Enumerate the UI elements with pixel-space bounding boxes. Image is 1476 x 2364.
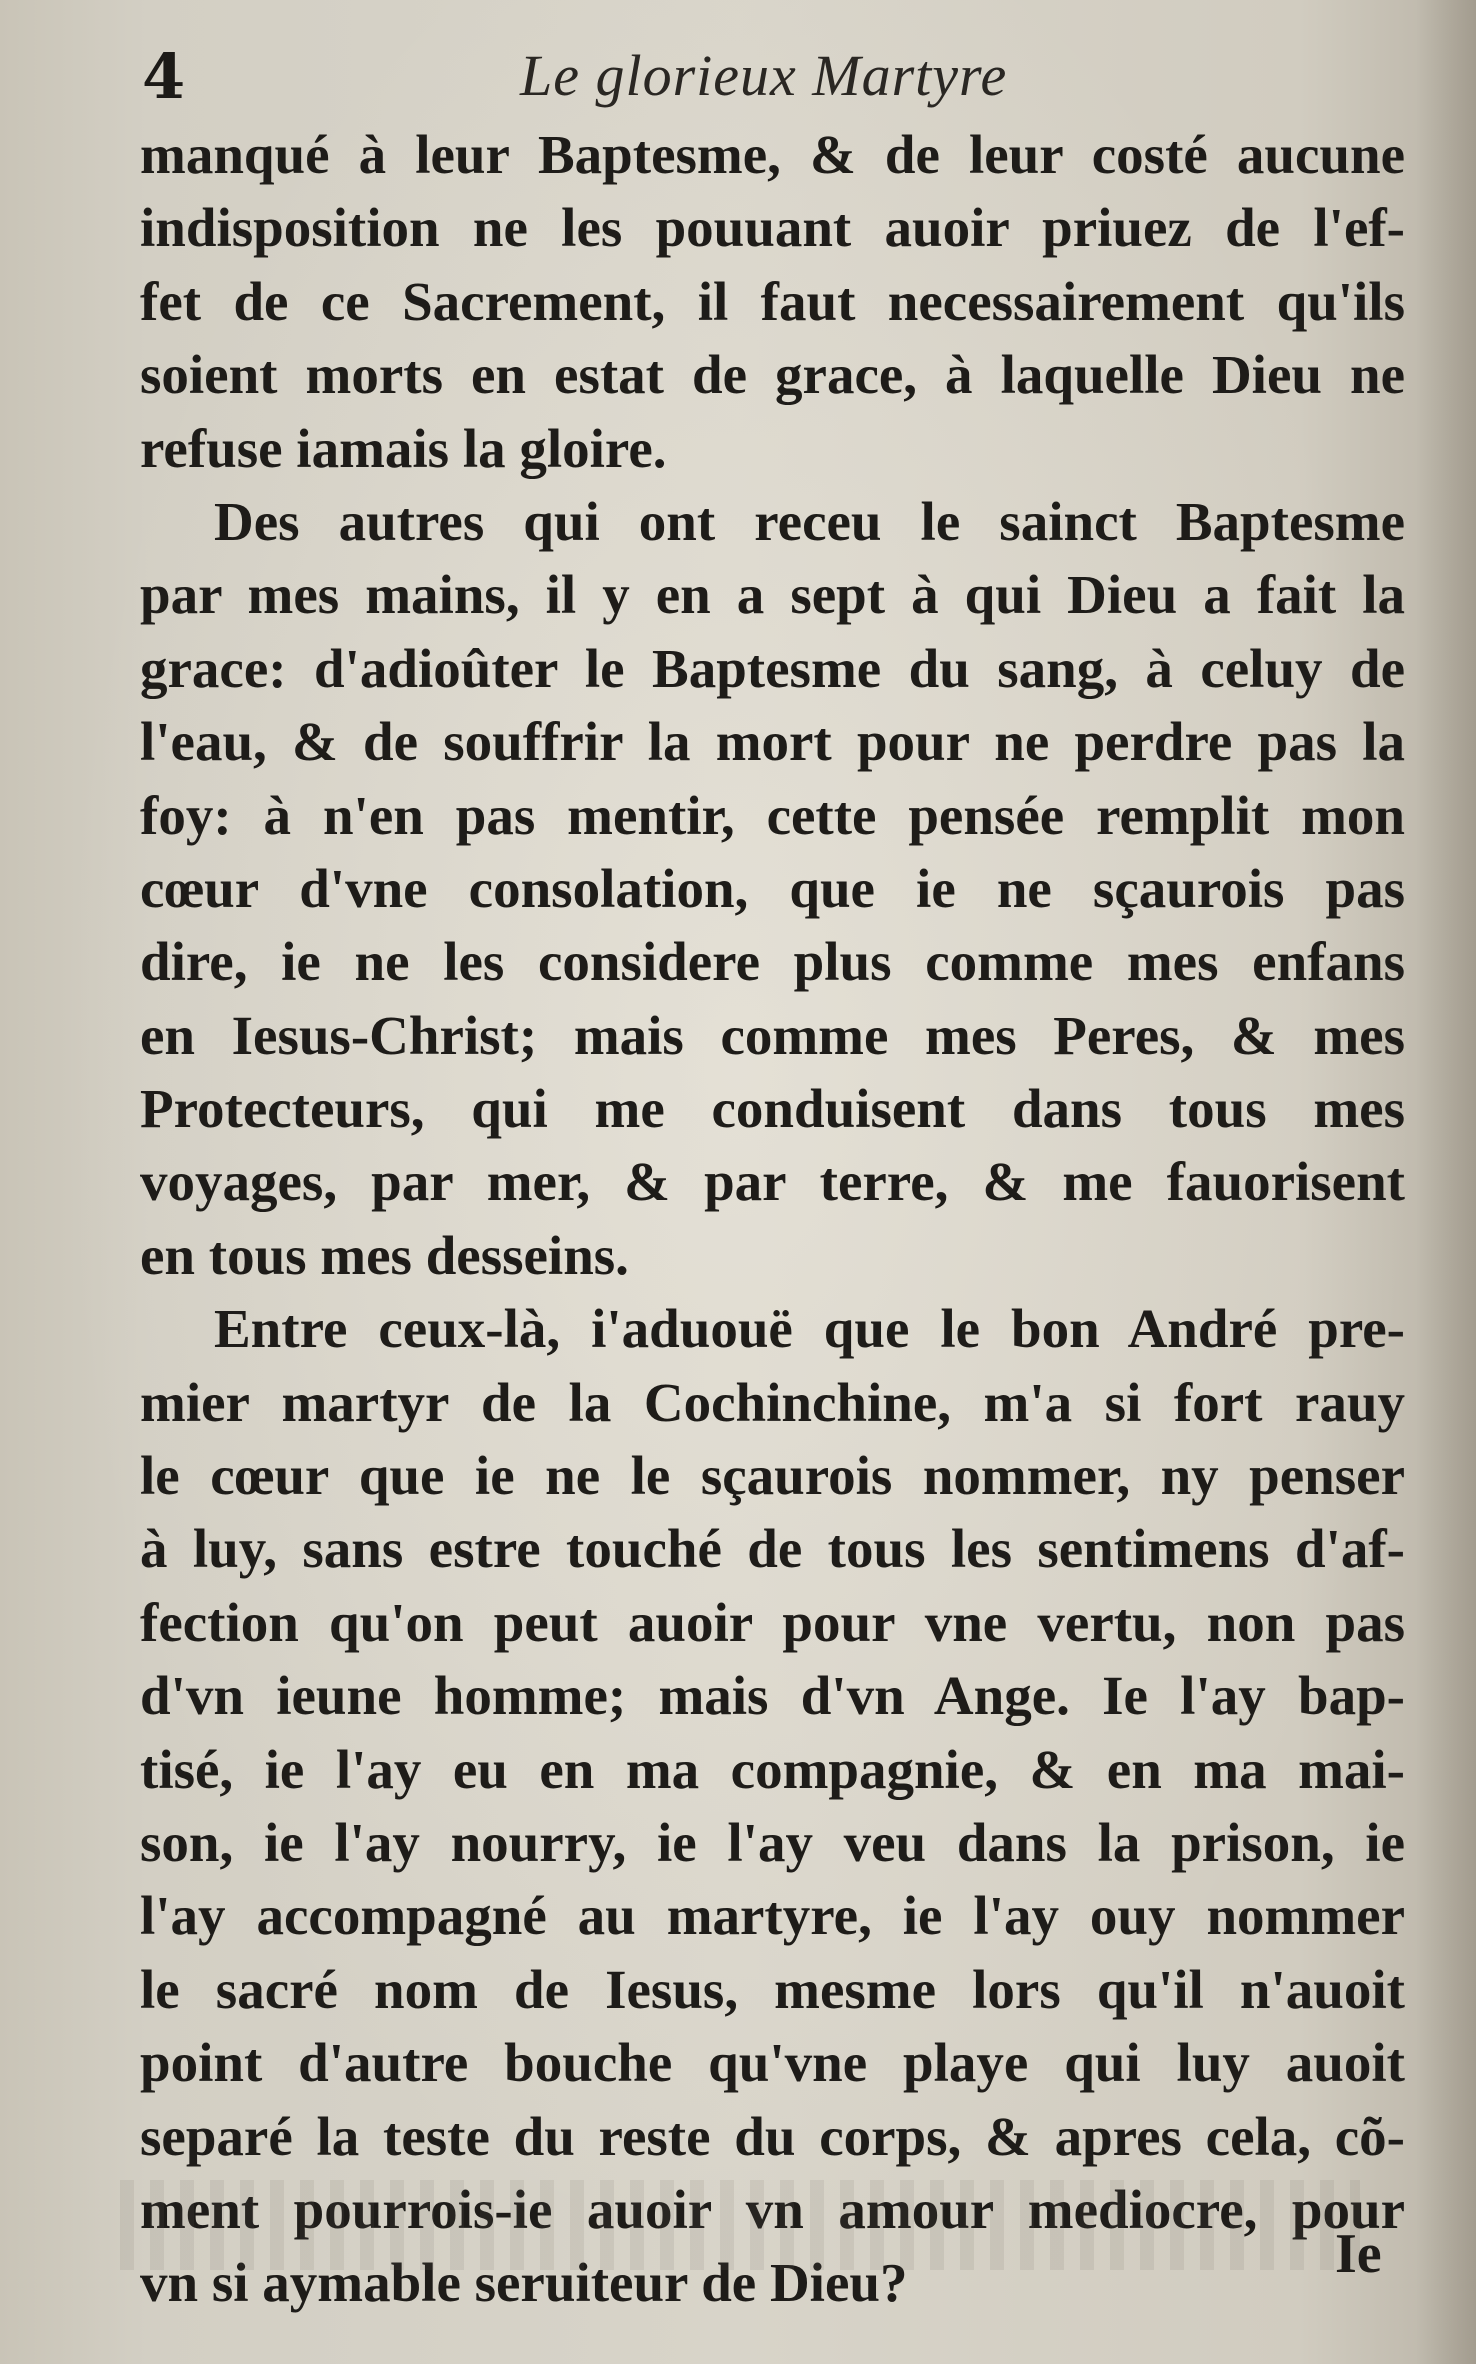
text-line: voyages, par mer, & par terre, & me fauorisent [140,1151,1405,1213]
show-through-texture [120,2180,1360,2270]
text-line: indisposition ne les pouuant auoir priuez de l'ef- [140,197,1405,259]
paragraph-start-line: Entre ceux-là, i'aduouë que le bon André pre- [214,1298,1405,1360]
text-line: le sacré nom de Iesus, mesme lors qu'il n'auoit [140,1958,1405,2020]
text-line: refuse iamais la gloire. [140,417,667,479]
body-text [140,118,1405,2320]
paragraph-start-line: Des autres qui ont receu le sainct Baptesme [214,490,1405,552]
text-line: point d'autre bouche qu'vne playe qui luy auoit [140,2032,1405,2094]
text-line: soient morts en estat de grace, à laquelle Dieu ne [140,344,1405,406]
page-header [140,36,1400,126]
page-number: 4 [142,40,186,113]
running-title: Le glorieux Martyre [520,43,1008,108]
text-line: cœur d'vne consolation, que ie ne sçaurois pas [140,857,1405,919]
text-line: mier martyr de la Cochinchine, m'a si fort rauy [140,1371,1405,1433]
text-line: son, ie l'ay nourry, ie l'ay veu dans la prison, ie [140,1811,1405,1873]
text-line: manqué à leur Baptesme, & de leur costé aucune [140,124,1405,185]
text-line: foy: à n'en pas mentir, cette pensée remplit mon [140,784,1405,846]
text-line: par mes mains, il y en a sept à qui Dieu a fait la [140,564,1405,626]
text-line: fet de ce Sacrement, il faut necessairement qu'ils [140,270,1405,332]
text-line: fection qu'on peut auoir pour vne vertu, non pas [140,1591,1405,1653]
text-line: Protecteurs, qui me conduisent dans tous mes [140,1078,1405,1140]
catchword: Ie [1335,2223,1382,2285]
text-line: dire, ie ne les considere plus comme mes enfans [140,931,1405,993]
text-line: en tous mes desseins. [140,1224,629,1286]
page-edge-shadow [1416,0,1476,2364]
text-line: l'eau, & de souffrir la mort pour ne perdre pas la [140,711,1405,773]
text-line: l'ay accompagné au martyre, ie l'ay ouy nommer [140,1885,1405,1947]
text-line: vn si aymable seruiteur de Dieu? [140,2252,908,2314]
text-line: separé la teste du reste du corps, & apres cela, cõ- [140,2105,1405,2167]
text-line: ment pourrois-ie auoir vn amour mediocre, pour [140,2178,1405,2240]
text-line: d'vn ieune homme; mais d'vn Ange. Ie l'ay bap- [140,1665,1405,1727]
text-line: en Iesus-Christ; mais comme mes Peres, & mes [140,1004,1405,1066]
text-line: grace: d'adioûter le Baptesme du sang, à celuy de [140,637,1405,699]
text-line: à luy, sans estre touché de tous les sentimens d'af- [140,1518,1405,1580]
text-line: le cœur que ie ne le sçaurois nommer, ny penser [140,1445,1405,1507]
text-line: tisé, ie l'ay eu en ma compagnie, & en ma mai- [140,1738,1405,1800]
